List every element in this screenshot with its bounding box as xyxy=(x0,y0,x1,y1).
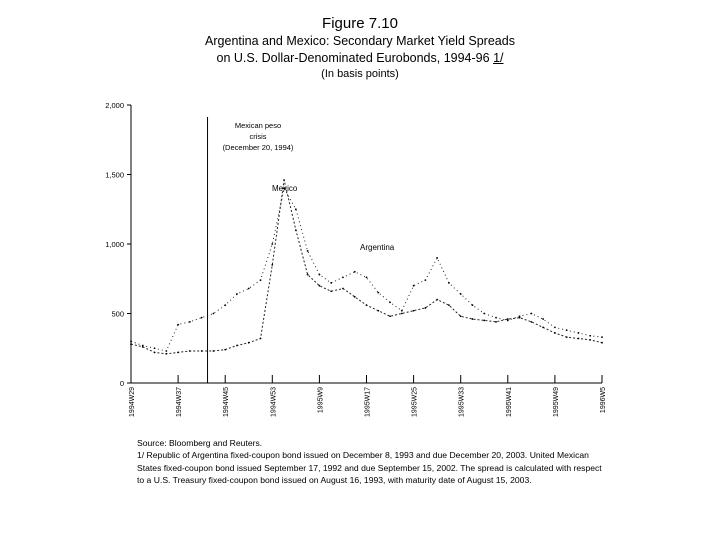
argentina-data-point xyxy=(201,317,203,319)
mexico-data-point xyxy=(530,321,532,323)
argentina-data-point xyxy=(542,318,544,320)
mexico-data-point xyxy=(260,338,262,340)
mexico-data-point xyxy=(213,350,215,352)
argentina-data-point xyxy=(483,313,485,315)
mexico-data-point xyxy=(578,338,580,340)
crisis-label-line2: crisis xyxy=(249,132,267,141)
mexico-data-point xyxy=(483,320,485,322)
argentina-data-point xyxy=(472,304,474,306)
mexico-data-point xyxy=(319,285,321,287)
mexico-data-point xyxy=(436,299,438,301)
mexico-data-point xyxy=(354,296,356,298)
mexico-data-point xyxy=(165,353,167,355)
mexico-data-point xyxy=(154,352,156,354)
argentina-data-point xyxy=(377,292,379,294)
mexico-data-point xyxy=(177,352,179,354)
mexico-series-label: Mexico xyxy=(272,184,298,193)
mexico-data-point xyxy=(424,307,426,309)
chart-notes xyxy=(137,437,607,486)
mexico-data-point xyxy=(366,304,368,306)
x-tick-label: 1994W37 xyxy=(176,387,184,417)
crisis-label-line1: Mexican peso xyxy=(234,121,282,130)
source-note: Source: Bloomberg and Reuters. xyxy=(137,438,263,448)
mexico-data-point xyxy=(566,336,568,338)
axes xyxy=(105,101,607,417)
argentina-data-point xyxy=(495,317,497,319)
argentina-data-point xyxy=(165,350,167,352)
mexico-data-point xyxy=(201,350,203,352)
x-tick-label: 1994W53 xyxy=(270,387,278,417)
argentina-data-point xyxy=(566,329,568,331)
argentina-data-point xyxy=(554,327,556,329)
figure-label: Figure 7.10 xyxy=(322,15,398,32)
argentina-data-point xyxy=(130,340,132,342)
argentina-data-point xyxy=(413,285,415,287)
argentina-data-point xyxy=(401,310,403,312)
argentina-data-point xyxy=(519,315,521,317)
x-tick-label: 1995W25 xyxy=(411,387,419,417)
mexico-data-point xyxy=(389,315,391,317)
mexico-data-point xyxy=(248,342,250,344)
argentina-data-point xyxy=(389,301,391,303)
mexico-data-point xyxy=(413,310,415,312)
argentina-data-point xyxy=(295,208,297,210)
mexico-data-point xyxy=(589,339,591,341)
x-tick-label: 1996W5 xyxy=(600,387,607,414)
argentina-data-point xyxy=(448,282,450,284)
argentina-data-point xyxy=(601,336,603,338)
argentina-data-point xyxy=(366,276,368,278)
mexico-data-point xyxy=(189,350,191,352)
mexico-data-point xyxy=(130,343,132,345)
argentina-data-point xyxy=(236,293,238,295)
x-tick-label: 1995W9 xyxy=(317,387,325,414)
mexico-data-point xyxy=(377,310,379,312)
mexico-data-point xyxy=(330,290,332,292)
argentina-data-point xyxy=(260,279,262,281)
mexico-data-point xyxy=(342,288,344,290)
crisis-label-line3: (December 20, 1994) xyxy=(222,143,294,152)
argentina-data-point xyxy=(189,321,191,323)
argentina-series-label: Argentina xyxy=(360,243,395,252)
y-tick-label: 0 xyxy=(119,379,124,388)
argentina-data-point xyxy=(213,313,215,315)
y-tick-label: 1,000 xyxy=(105,240,124,249)
plot-area xyxy=(130,179,603,355)
mexico-data-point xyxy=(271,264,273,266)
mexico-data-point xyxy=(495,321,497,323)
argentina-data-point xyxy=(507,320,509,322)
x-tick-label: 1995W49 xyxy=(552,387,560,417)
title-footnote-ref: 1/ xyxy=(493,51,504,65)
footnote: 1/ Republic of Argentina fixed-coupon bond issued on December 8, 1993 and due December 20, 2003. United Mexican States fixed-coupon bond issued September 17, 1992 and due September 15, 2002. The spread is calculated with respect to a U.S. Treasury fixed-coupon bond issued on August 16, 1993, with maturity date of August 15, 2003. xyxy=(137,450,602,485)
mexico-data-point xyxy=(295,229,297,231)
argentina-data-point xyxy=(319,274,321,276)
mexico-data-point xyxy=(224,349,226,351)
chart-title-line1: Argentina and Mexico: Secondary Market Yield Spreads xyxy=(205,34,515,48)
y-tick-label: 2,000 xyxy=(105,101,124,110)
mexico-data-point xyxy=(236,345,238,347)
mexico-series-line xyxy=(131,180,602,354)
argentina-data-point xyxy=(342,276,344,278)
mexico-data-point xyxy=(448,304,450,306)
y-tick-label: 500 xyxy=(111,309,124,319)
mexico-data-point xyxy=(401,313,403,315)
chart-title-line2-text: on U.S. Dollar-Denominated Eurobonds, 1994-96 xyxy=(216,51,490,65)
mexico-data-point xyxy=(460,315,462,317)
x-tick-label: 1995W41 xyxy=(505,387,513,417)
argentina-data-point xyxy=(177,324,179,326)
x-tick-label: 1994W29 xyxy=(129,387,136,417)
argentina-data-point xyxy=(307,250,309,252)
x-tick-label: 1995W17 xyxy=(364,387,372,417)
argentina-data-point xyxy=(330,282,332,284)
argentina-data-point xyxy=(271,243,273,245)
argentina-data-point xyxy=(589,335,591,337)
argentina-data-point xyxy=(436,257,438,259)
x-tick-label: 1995W33 xyxy=(458,387,466,417)
mexico-data-point xyxy=(283,179,285,181)
mexico-data-point xyxy=(554,332,556,334)
mexico-data-point xyxy=(542,327,544,329)
mexico-data-point xyxy=(472,318,474,320)
argentina-series-line xyxy=(131,188,602,351)
argentina-data-point xyxy=(142,345,144,347)
units-label: (In basis points) xyxy=(321,68,399,80)
argentina-data-point xyxy=(424,279,426,281)
argentina-data-point xyxy=(578,332,580,334)
x-tick-label: 1994W45 xyxy=(223,387,231,417)
argentina-data-point xyxy=(530,313,532,315)
mexico-data-point xyxy=(601,342,603,344)
argentina-data-point xyxy=(460,293,462,295)
argentina-data-point xyxy=(354,271,356,273)
mexico-data-point xyxy=(307,274,309,276)
argentina-data-point xyxy=(248,288,250,290)
argentina-data-point xyxy=(224,304,226,306)
y-tick-label: 1,500 xyxy=(105,170,124,180)
argentina-data-point xyxy=(154,347,156,349)
